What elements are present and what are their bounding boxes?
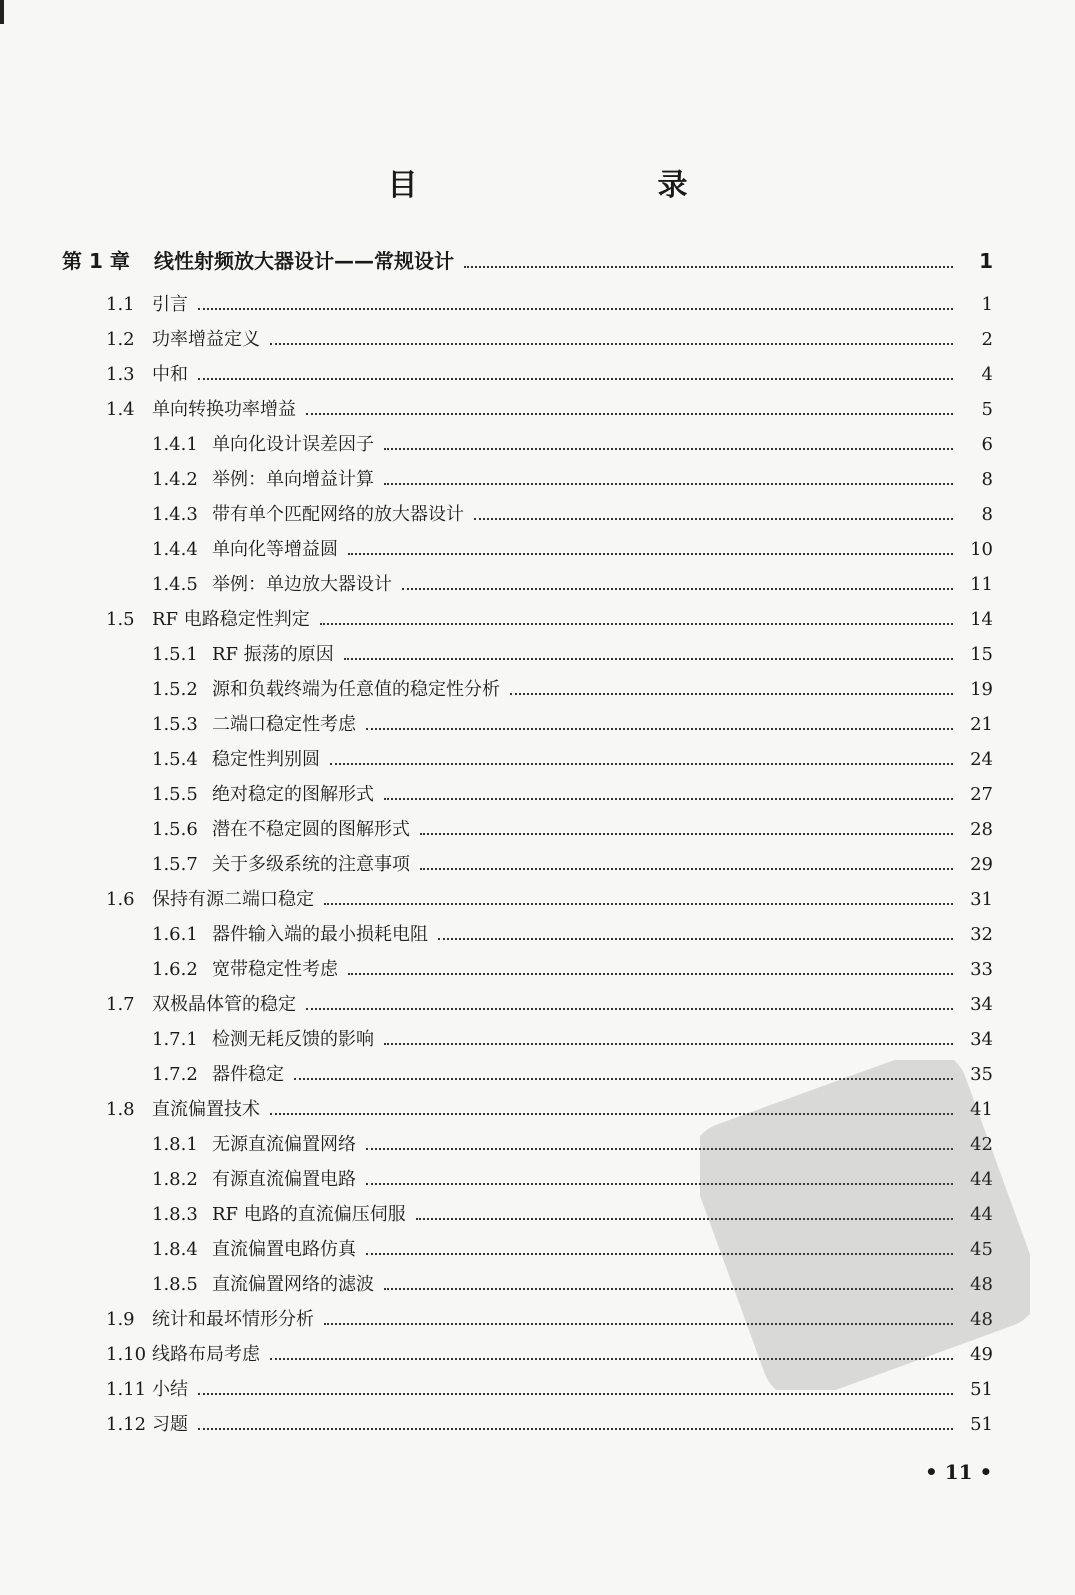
section-page-number: 31 <box>970 889 993 910</box>
toc-entry-row[interactable] <box>0 290 1075 325</box>
section-title: 统计和最坏情形分析 <box>152 1309 314 1330</box>
section-number: 1.4.5 <box>152 574 198 595</box>
section-page-number: 34 <box>970 994 993 1015</box>
toc-entry-row[interactable] <box>0 465 1075 500</box>
section-title: 线路布局考虑 <box>152 1344 260 1365</box>
toc-entry-row[interactable] <box>0 885 1075 920</box>
dot-leader <box>438 938 953 940</box>
dot-leader <box>270 1358 953 1360</box>
toc-entry-row[interactable] <box>0 955 1075 990</box>
section-title: 举例：单向增益计算 <box>212 469 374 490</box>
toc-entry-row[interactable] <box>0 535 1075 570</box>
section-page-number: 19 <box>970 679 993 700</box>
dot-leader <box>198 1428 953 1430</box>
dot-leader <box>198 378 953 380</box>
section-number: 1.5.6 <box>152 819 198 840</box>
dot-leader <box>306 1008 953 1010</box>
dot-leader <box>294 1078 953 1080</box>
page-title: 目 录 <box>387 168 748 203</box>
section-page-number: 28 <box>970 819 993 840</box>
section-page-number: 51 <box>970 1414 993 1435</box>
dot-leader <box>384 1043 953 1045</box>
dot-leader <box>366 1183 953 1185</box>
section-page-number: 49 <box>970 1344 993 1365</box>
section-title: RF 电路的直流偏压伺服 <box>212 1204 406 1225</box>
section-page-number: 24 <box>970 749 993 770</box>
section-number: 1.4.3 <box>152 504 198 525</box>
dot-leader <box>270 1113 953 1115</box>
section-title: 器件输入端的最小损耗电阻 <box>212 924 428 945</box>
chapter-number: 第 1 章 <box>62 249 130 273</box>
toc-entry-row[interactable] <box>0 850 1075 885</box>
toc-entry-row[interactable] <box>0 1130 1075 1165</box>
toc-entry-row[interactable] <box>0 990 1075 1025</box>
toc-entry-row[interactable] <box>0 1235 1075 1270</box>
dot-leader <box>416 1218 953 1220</box>
dot-leader <box>344 658 953 660</box>
toc-entry-row[interactable] <box>0 430 1075 465</box>
toc-entry-row[interactable] <box>0 325 1075 360</box>
section-page-number: 29 <box>970 854 993 875</box>
dot-leader <box>330 763 953 765</box>
section-page-number: 5 <box>981 399 993 420</box>
dot-leader <box>510 693 953 695</box>
section-number: 1.5.1 <box>152 644 198 665</box>
toc-entry-row[interactable] <box>0 1410 1075 1445</box>
dot-leader <box>366 1253 953 1255</box>
scan-edge-mark <box>0 0 4 24</box>
section-page-number: 15 <box>970 644 993 665</box>
section-number: 1.4.1 <box>152 434 198 455</box>
section-page-number: 21 <box>970 714 993 735</box>
section-number: 1.5.7 <box>152 854 198 875</box>
section-number: 1.5.2 <box>152 679 198 700</box>
section-number: 1.12 <box>106 1414 147 1435</box>
section-number: 1.4 <box>106 399 135 420</box>
toc-entry-row[interactable] <box>0 1305 1075 1340</box>
toc-entries <box>0 290 1075 1445</box>
toc-entry-row[interactable] <box>0 1060 1075 1095</box>
table-of-contents <box>0 245 1075 1445</box>
section-page-number: 35 <box>970 1064 993 1085</box>
dot-leader <box>366 728 953 730</box>
chapter-page-number: 1 <box>979 249 993 273</box>
section-number: 1.11 <box>106 1379 147 1400</box>
section-title: 直流偏置技术 <box>152 1099 260 1120</box>
section-title: 直流偏置电路仿真 <box>212 1239 356 1260</box>
dot-leader <box>464 266 953 268</box>
section-title: 功率增益定义 <box>152 329 260 350</box>
section-title: RF 振荡的原因 <box>212 644 334 665</box>
toc-entry-row[interactable] <box>0 1375 1075 1410</box>
section-number: 1.5.5 <box>152 784 198 805</box>
toc-entry-row[interactable] <box>0 395 1075 430</box>
section-number: 1.8.4 <box>152 1239 198 1260</box>
section-number: 1.5.3 <box>152 714 198 735</box>
section-number: 1.8.5 <box>152 1274 198 1295</box>
dot-leader <box>366 1148 953 1150</box>
section-title: 习题 <box>152 1414 188 1435</box>
dot-leader <box>420 868 953 870</box>
section-page-number: 48 <box>970 1274 993 1295</box>
section-number: 1.6 <box>106 889 135 910</box>
section-title: 二端口稳定性考虑 <box>212 714 356 735</box>
dot-leader <box>324 1323 953 1325</box>
section-title: 无源直流偏置网络 <box>212 1134 356 1155</box>
section-title: 单向化等增益圆 <box>212 539 338 560</box>
section-title: 有源直流偏置电路 <box>212 1169 356 1190</box>
section-title: 带有单个匹配网络的放大器设计 <box>212 504 464 525</box>
dot-leader <box>420 833 953 835</box>
dot-leader <box>384 448 953 450</box>
section-number: 1.8.3 <box>152 1204 198 1225</box>
section-page-number: 33 <box>970 959 993 980</box>
dot-leader <box>384 1288 953 1290</box>
section-page-number: 4 <box>981 364 993 385</box>
section-number: 1.5 <box>106 609 135 630</box>
page-number-footer: • 11 • <box>925 1460 993 1484</box>
section-title: RF 电路稳定性判定 <box>152 609 310 630</box>
section-page-number: 51 <box>970 1379 993 1400</box>
section-number: 1.8.2 <box>152 1169 198 1190</box>
dot-leader <box>270 343 953 345</box>
section-number: 1.10 <box>106 1344 147 1365</box>
dot-leader <box>384 483 953 485</box>
section-title: 检测无耗反馈的影响 <box>212 1029 374 1050</box>
section-page-number: 14 <box>970 609 993 630</box>
toc-entry-row[interactable] <box>0 1025 1075 1060</box>
dot-leader <box>198 1393 953 1395</box>
section-number: 1.4.4 <box>152 539 198 560</box>
section-title: 稳定性判别圆 <box>212 749 320 770</box>
section-title: 单向转换功率增益 <box>152 399 296 420</box>
section-number: 1.8 <box>106 1099 135 1120</box>
dot-leader <box>474 518 953 520</box>
section-number: 1.8.1 <box>152 1134 198 1155</box>
chapter-title: 线性射频放大器设计——常规设计 <box>154 249 454 273</box>
dot-leader <box>348 553 953 555</box>
toc-chapter-row[interactable] <box>0 245 1075 290</box>
section-page-number: 34 <box>970 1029 993 1050</box>
section-number: 1.5.4 <box>152 749 198 770</box>
section-title: 关于多级系统的注意事项 <box>212 854 410 875</box>
section-page-number: 6 <box>981 434 993 455</box>
section-page-number: 32 <box>970 924 993 945</box>
section-title: 直流偏置网络的滤波 <box>212 1274 374 1295</box>
toc-entry-row[interactable] <box>0 780 1075 815</box>
section-title: 器件稳定 <box>212 1064 284 1085</box>
section-title: 引言 <box>152 294 188 315</box>
toc-entry-row[interactable] <box>0 710 1075 745</box>
section-title: 双极晶体管的稳定 <box>152 994 296 1015</box>
section-title: 中和 <box>152 364 188 385</box>
section-page-number: 1 <box>981 294 993 315</box>
section-number: 1.7.2 <box>152 1064 198 1085</box>
section-page-number: 8 <box>981 504 993 525</box>
section-page-number: 8 <box>981 469 993 490</box>
toc-entry-row[interactable] <box>0 570 1075 605</box>
toc-entry-row[interactable] <box>0 1200 1075 1235</box>
section-page-number: 48 <box>970 1309 993 1330</box>
section-number: 1.9 <box>106 1309 135 1330</box>
section-number: 1.7 <box>106 994 135 1015</box>
dot-leader <box>402 588 953 590</box>
section-number: 1.6.1 <box>152 924 198 945</box>
toc-entry-row[interactable] <box>0 1270 1075 1305</box>
section-title: 保持有源二端口稳定 <box>152 889 314 910</box>
toc-entry-row[interactable] <box>0 360 1075 395</box>
section-title: 举例：单边放大器设计 <box>212 574 392 595</box>
dot-leader <box>306 413 953 415</box>
section-title: 绝对稳定的图解形式 <box>212 784 374 805</box>
section-page-number: 44 <box>970 1204 993 1225</box>
toc-entry-row[interactable] <box>0 605 1075 640</box>
section-number: 1.2 <box>106 329 135 350</box>
toc-entry-row[interactable] <box>0 920 1075 955</box>
toc-entry-row[interactable] <box>0 1095 1075 1130</box>
section-title: 潜在不稳定圆的图解形式 <box>212 819 410 840</box>
dot-leader <box>324 903 953 905</box>
section-title: 源和负载终端为任意值的稳定性分析 <box>212 679 500 700</box>
toc-entry-row[interactable] <box>0 745 1075 780</box>
section-page-number: 2 <box>981 329 993 350</box>
toc-entry-row[interactable] <box>0 500 1075 535</box>
section-number: 1.6.2 <box>152 959 198 980</box>
dot-leader <box>348 973 953 975</box>
toc-entry-row[interactable] <box>0 675 1075 710</box>
section-page-number: 42 <box>970 1134 993 1155</box>
toc-entry-row[interactable] <box>0 1340 1075 1375</box>
toc-entry-row[interactable] <box>0 640 1075 675</box>
section-page-number: 44 <box>970 1169 993 1190</box>
section-title: 宽带稳定性考虑 <box>212 959 338 980</box>
section-number: 1.4.2 <box>152 469 198 490</box>
dot-leader <box>384 798 953 800</box>
section-title: 小结 <box>152 1379 188 1400</box>
section-title: 单向化设计误差因子 <box>212 434 374 455</box>
toc-entry-row[interactable] <box>0 815 1075 850</box>
dot-leader <box>320 623 953 625</box>
section-page-number: 27 <box>970 784 993 805</box>
section-page-number: 41 <box>970 1099 993 1120</box>
section-page-number: 10 <box>970 539 993 560</box>
section-number: 1.3 <box>106 364 135 385</box>
section-number: 1.1 <box>106 294 135 315</box>
section-page-number: 45 <box>970 1239 993 1260</box>
section-page-number: 11 <box>970 574 993 595</box>
toc-entry-row[interactable] <box>0 1165 1075 1200</box>
section-number: 1.7.1 <box>152 1029 198 1050</box>
dot-leader <box>198 308 953 310</box>
